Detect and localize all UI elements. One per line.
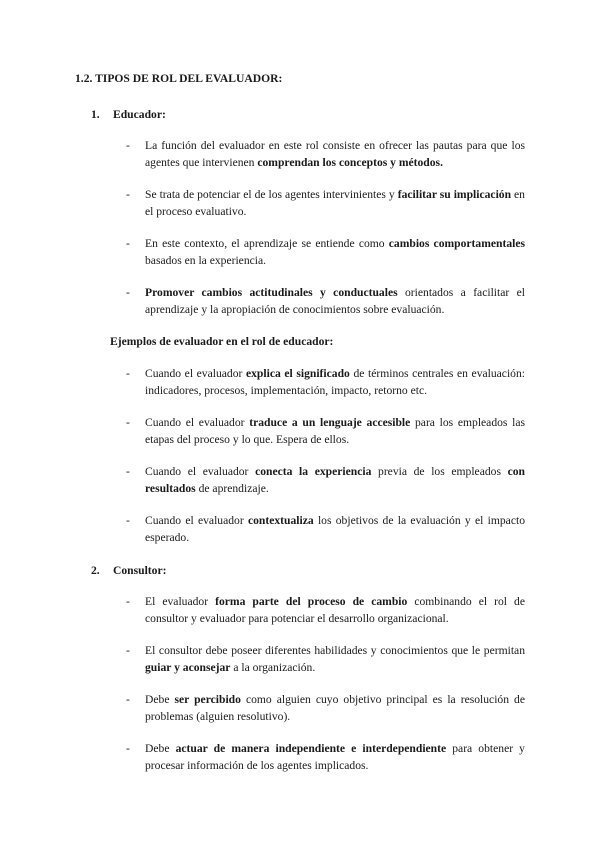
list-item: [126, 691, 526, 725]
list-item: [126, 593, 526, 627]
emphasis-text: comprendan los conceptos y métodos.: [257, 156, 443, 169]
emphasis-text: cambios comportamentales: [388, 237, 525, 250]
bullet-dash: -: [126, 742, 130, 755]
emphasis-text: forma parte del proceso de cambio: [215, 595, 408, 608]
body-text: de aprendizaje.: [195, 482, 269, 495]
bullet-dash: -: [126, 416, 130, 429]
body-text: La función del evaluador en este rol consiste en ofrecer las pautas para que los agentes que intervienen: [145, 139, 525, 169]
list-item: [126, 414, 526, 448]
list-item: [126, 463, 526, 497]
list-item-text: [145, 365, 525, 399]
bullet-dash: -: [126, 514, 130, 527]
role-title: Educador:: [113, 108, 166, 121]
list-item-text: [145, 414, 525, 448]
body-text: previa de los empleados: [371, 465, 508, 478]
emphasis-text: contextualiza: [247, 514, 314, 527]
bullet-dash: -: [126, 595, 130, 608]
list-item: [126, 740, 526, 774]
list-item-text: [145, 691, 525, 725]
list-item: [126, 512, 526, 546]
section-title: 1.2. TIPOS DE ROL DEL EVALUADOR:: [75, 72, 283, 85]
body-text: Se trata de potenciar el de los agentes intervinientes y: [145, 188, 398, 201]
role-heading-educador: [91, 106, 166, 123]
body-text: Debe: [145, 742, 176, 755]
list-item-text: [145, 593, 525, 627]
list-item-text: [145, 512, 525, 546]
body-text: El evaluador: [145, 595, 216, 608]
emphasis-text: traduce a un lenguaje accesible: [249, 416, 411, 429]
list-item-text: [145, 642, 525, 676]
list-item: [126, 642, 526, 676]
body-text: en el proceso evaluativo.: [145, 188, 525, 218]
body-text: Cuando el evaluador: [145, 367, 246, 380]
body-text: Cuando el evaluador: [145, 465, 256, 478]
role-heading-consultor: [91, 562, 166, 579]
list-item: [126, 137, 526, 171]
emphasis-text: Promover cambios actitudinales y conductuales: [145, 286, 398, 299]
role-number: 1.: [91, 108, 100, 121]
body-text: para los empleados las etapas del proceso y lo que. Espera de ellos.: [145, 416, 526, 446]
list-item-text: [145, 137, 525, 171]
list-item-text: [145, 284, 525, 318]
emphasis-text: actuar de manera independiente e interdependiente: [175, 742, 447, 755]
bullet-dash: -: [126, 286, 130, 299]
emphasis-text: explica el significado: [245, 367, 350, 380]
list-item: [126, 186, 526, 220]
body-text: para obtener y procesar información de los agentes implicados.: [145, 742, 525, 772]
emphasis-text: guiar y aconsejar: [145, 661, 231, 674]
body-text: de términos centrales en evaluación: indicadores, procesos, implementación, impacto, retorno etc.: [145, 367, 525, 397]
emphasis-text: con resultados: [145, 465, 525, 495]
body-text: En este contexto, el aprendizaje se entiende como: [145, 237, 389, 250]
role-title: Consultor:: [113, 564, 167, 577]
emphasis-text: ser percibido: [174, 693, 241, 706]
list-item-text: [145, 186, 525, 220]
body-text: Debe: [145, 693, 175, 706]
list-item: [126, 284, 526, 318]
bullet-dash: -: [126, 188, 130, 201]
bullet-dash: -: [126, 465, 130, 478]
role-number: 2.: [91, 564, 100, 577]
body-text: como alguien cuyo objetivo principal es la resolución de problemas (alguien resolutivo).: [145, 693, 525, 723]
body-text: los objetivos de la evaluación y el impacto esperado.: [145, 514, 525, 544]
body-text: basados en la experiencia.: [145, 254, 267, 267]
list-item-text: [145, 463, 525, 497]
bullet-dash: -: [126, 139, 130, 152]
body-text: Cuando el evaluador: [145, 416, 250, 429]
list-item-text: [145, 235, 525, 269]
body-text: El consultor debe poseer diferentes habilidades y conocimientos que le permitan: [145, 644, 525, 657]
body-text: orientados a facilitar el aprendizaje y la apropiación de conocimientos sobre evaluación.: [145, 286, 525, 316]
bullet-dash: -: [126, 367, 130, 380]
list-item: [126, 365, 526, 399]
body-text: Cuando el evaluador: [145, 514, 248, 527]
list-item: [126, 235, 526, 269]
list-item-text: [145, 740, 525, 774]
emphasis-text: facilitar su implicación: [397, 188, 512, 201]
bullet-dash: -: [126, 693, 130, 706]
bullet-dash: -: [126, 644, 130, 657]
bullet-dash: -: [126, 237, 130, 250]
body-text: combinando el rol de consultor y evaluador para potenciar el desarrollo organizacional.: [145, 595, 525, 625]
emphasis-text: conecta la experiencia: [255, 465, 372, 478]
examples-title: Ejemplos de evaluador en el rol de educador:: [110, 335, 334, 348]
body-text: a la organización.: [230, 661, 316, 674]
